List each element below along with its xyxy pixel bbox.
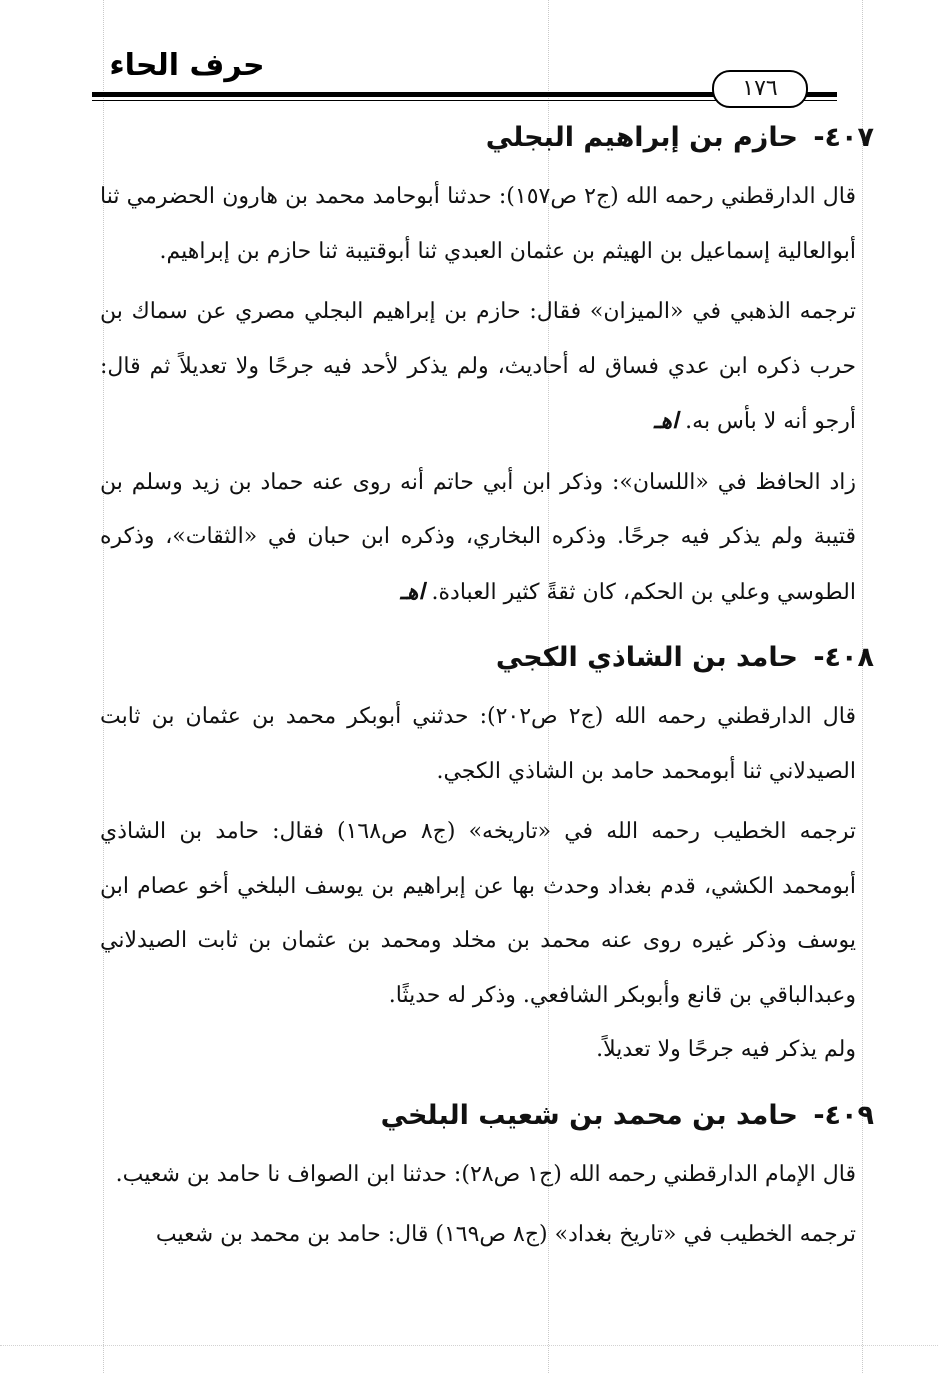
entry-paragraph	[100, 1023, 860, 1078]
entry-408	[100, 632, 874, 1078]
entry-title: حازم بن إبراهيم البجلي	[485, 122, 798, 153]
entry-paragraph	[100, 456, 860, 621]
entry-number: ٤٠٩-	[813, 1099, 874, 1131]
entry-heading	[100, 1090, 874, 1142]
entry-paragraph	[100, 1208, 860, 1263]
end-quote-mark: اهـ	[400, 578, 425, 605]
scan-dotted-line	[862, 0, 863, 1373]
entry-paragraph	[100, 1148, 860, 1203]
paragraph-text: زاد الحافظ في «اللسان»: وذكر ابن أبي حاتم أنه روى عنه حماد بن زيد وسلم بن قتيبة ولم يذكر فيه جرحًا. وذكره البخاري، وذكره ابن حبان في «الثقات»، وذكره الطوسي وعلي بن الحكم، كان ثقةً كثير العبادة.	[100, 469, 856, 605]
entry-407	[100, 112, 874, 620]
entry-paragraph	[100, 690, 860, 799]
entry-title: حامد بن الشاذي الكجي	[495, 642, 798, 673]
entry-title: حامد بن محمد بن شعيب البلخي	[380, 1099, 798, 1131]
entry-paragraph	[100, 170, 860, 279]
page-header	[92, 42, 837, 102]
entry-heading	[100, 112, 874, 164]
entry-number: ٤٠٧-	[813, 122, 874, 153]
paragraph-text: قال الدارقطني رحمه الله (ج٢ ص٢٠٢): حدثني أبوبكر محمد بن عثمان بن ثابت الصيدلاني ثنا أبومحمد حامد بن الشاذي الكجي.	[100, 704, 857, 784]
entry-paragraph	[100, 285, 860, 450]
page-content	[100, 112, 874, 1275]
paragraph-text: ترجمه الخطيب في «تاريخ بغداد» (ج٨ ص١٦٩) قال: حامد بن محمد بن شعيب	[155, 1222, 856, 1247]
paragraph-text: ولم يذكر فيه جرحًا ولا تعديلاً.	[596, 1037, 856, 1062]
paragraph-text: قال الإمام الدارقطني رحمه الله (ج١ ص٢٨): حدثنا ابن الصواف نا حامد بن شعيب.	[115, 1161, 856, 1187]
entry-heading	[100, 632, 874, 684]
end-quote-mark: اهـ	[653, 408, 679, 434]
paragraph-text: ترجمه الذهبي في «الميزان» فقال: حازم بن إبراهيم البجلي مصري عن سماك بن حرب ذكره ابن عدي فساق له أحاديث، ولم يذكر لأحد فيه جرحًا ولا تعديلاً ثم قال: أرجو أنه لا بأس به.	[100, 299, 856, 434]
entry-number: ٤٠٨-	[813, 642, 874, 673]
paragraph-text: قال الدارقطني رحمه الله (ج٢ ص١٥٧): حدثنا أبوحامد محمد بن هارون الحضرمي ثنا أبوالعالية إسماعيل بن الهيثم بن عثمان العبدي ثنا أبوقتيبة ثنا حازم بن إبراهيم.	[100, 184, 856, 264]
entry-paragraph	[100, 805, 860, 1023]
page-number: ١٧٦	[712, 70, 808, 108]
entry-409	[100, 1090, 874, 1263]
scan-dotted-line	[0, 1345, 938, 1346]
chapter-title: حرف الحاء	[109, 48, 265, 83]
paragraph-text: ترجمه الخطيب رحمه الله في «تاريخه» (ج٨ ص١٦٨) فقال: حامد بن الشاذي أبومحمد الكشي، قدم بغداد وحدث بها عن إبراهيم بن يوسف البلخي أخو عصام ابن يوسف وذكر غيره روى عنه محمد بن مخلد ومحمد بن عثمان بن ثابت الصيدلاني وعبدالباقي بن قانع وأبوبكر الشافعي. وذكر له حديثًا.	[100, 819, 856, 1008]
